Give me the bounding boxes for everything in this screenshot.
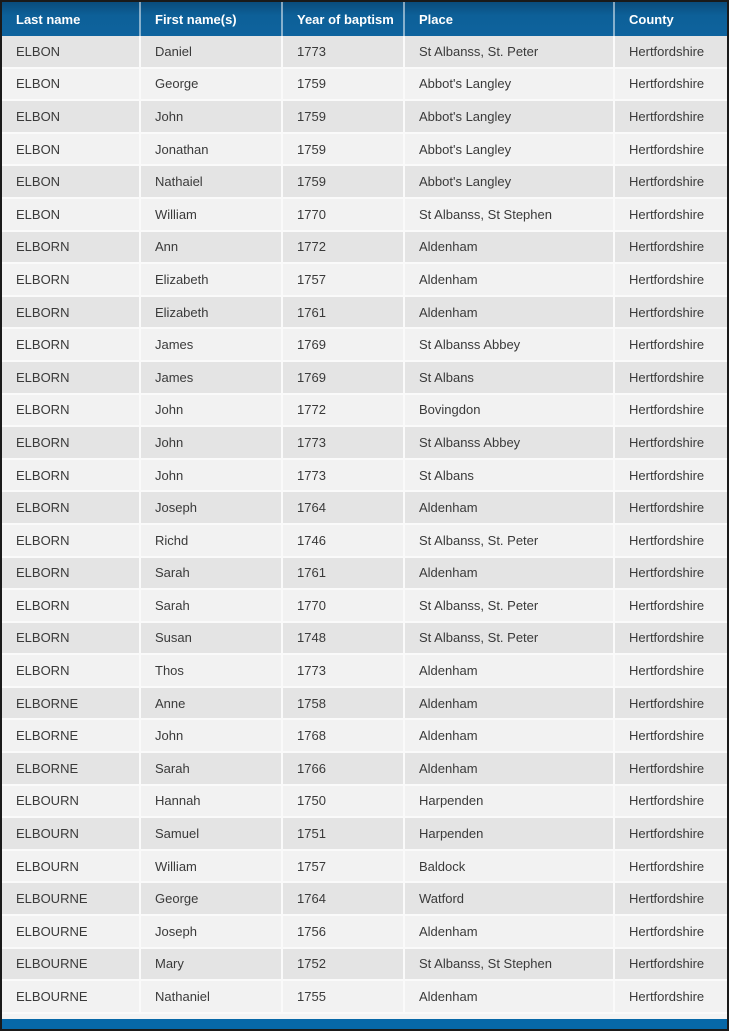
cell-first-names: James: [141, 362, 283, 395]
cell-county: Hertfordshire: [615, 329, 727, 362]
cell-first-names: Anne: [141, 688, 283, 721]
cell-county: Hertfordshire: [615, 395, 727, 428]
cell-place: St Albanss, St. Peter: [405, 36, 615, 69]
cell-place: St Albanss, St Stephen: [405, 949, 615, 982]
table-row: [2, 786, 727, 819]
table-row: [2, 101, 727, 134]
cell-year-of-baptism: 1751: [283, 818, 405, 851]
cell-county: Hertfordshire: [615, 916, 727, 949]
cell-place: St Albanss, St. Peter: [405, 525, 615, 558]
cell-place: Aldenham: [405, 492, 615, 525]
table-row: [2, 558, 727, 591]
cell-place: Aldenham: [405, 981, 615, 1014]
cell-last-name: ELBORN: [2, 590, 141, 623]
cell-place: Abbot's Langley: [405, 134, 615, 167]
cell-county: Hertfordshire: [615, 655, 727, 688]
cell-last-name: ELBOURN: [2, 851, 141, 884]
cell-last-name: ELBON: [2, 36, 141, 69]
table-header-row: [2, 2, 727, 36]
cell-place: St Albanss, St. Peter: [405, 623, 615, 656]
cell-county: Hertfordshire: [615, 525, 727, 558]
cell-last-name: ELBORN: [2, 264, 141, 297]
cell-last-name: ELBOURN: [2, 818, 141, 851]
cell-first-names: James: [141, 329, 283, 362]
cell-county: Hertfordshire: [615, 199, 727, 232]
cell-place: Aldenham: [405, 558, 615, 591]
column-header-year-of-baptism: Year of baptism: [283, 2, 405, 36]
cell-county: Hertfordshire: [615, 623, 727, 656]
cell-last-name: ELBORN: [2, 297, 141, 330]
cell-year-of-baptism: 1761: [283, 558, 405, 591]
cell-first-names: Susan: [141, 623, 283, 656]
cell-county: Hertfordshire: [615, 786, 727, 819]
cell-last-name: ELBON: [2, 101, 141, 134]
cell-year-of-baptism: 1769: [283, 329, 405, 362]
cell-first-names: Elizabeth: [141, 264, 283, 297]
cell-county: Hertfordshire: [615, 134, 727, 167]
table-row: [2, 720, 727, 753]
table-row: [2, 981, 727, 1014]
cell-first-names: Nathaniel: [141, 981, 283, 1014]
cell-year-of-baptism: 1773: [283, 655, 405, 688]
cell-county: Hertfordshire: [615, 949, 727, 982]
column-header-county: County: [615, 2, 727, 36]
cell-first-names: William: [141, 199, 283, 232]
cell-county: Hertfordshire: [615, 851, 727, 884]
cell-year-of-baptism: 1752: [283, 949, 405, 982]
cell-first-names: Nathaiel: [141, 166, 283, 199]
cell-year-of-baptism: 1750: [283, 786, 405, 819]
table-row: [2, 329, 727, 362]
cell-year-of-baptism: 1748: [283, 623, 405, 656]
cell-place: Bovingdon: [405, 395, 615, 428]
footer-bar: [2, 1019, 727, 1029]
cell-year-of-baptism: 1759: [283, 134, 405, 167]
cell-place: Abbot's Langley: [405, 101, 615, 134]
cell-place: Abbot's Langley: [405, 69, 615, 102]
table-row: [2, 949, 727, 982]
cell-place: Aldenham: [405, 753, 615, 786]
cell-year-of-baptism: 1756: [283, 916, 405, 949]
cell-first-names: Daniel: [141, 36, 283, 69]
table-row: [2, 134, 727, 167]
cell-first-names: Hannah: [141, 786, 283, 819]
cell-county: Hertfordshire: [615, 232, 727, 265]
cell-last-name: ELBORNE: [2, 720, 141, 753]
cell-first-names: John: [141, 395, 283, 428]
cell-year-of-baptism: 1773: [283, 36, 405, 69]
cell-year-of-baptism: 1766: [283, 753, 405, 786]
cell-county: Hertfordshire: [615, 492, 727, 525]
cell-place: Aldenham: [405, 916, 615, 949]
cell-year-of-baptism: 1759: [283, 101, 405, 134]
cell-year-of-baptism: 1764: [283, 883, 405, 916]
cell-year-of-baptism: 1769: [283, 362, 405, 395]
cell-first-names: Joseph: [141, 492, 283, 525]
cell-first-names: Richd: [141, 525, 283, 558]
cell-last-name: ELBORN: [2, 655, 141, 688]
cell-last-name: ELBON: [2, 69, 141, 102]
cell-place: Harpenden: [405, 818, 615, 851]
cell-first-names: George: [141, 69, 283, 102]
cell-first-names: John: [141, 101, 283, 134]
table-row: [2, 232, 727, 265]
cell-last-name: ELBON: [2, 134, 141, 167]
table-row: [2, 264, 727, 297]
cell-last-name: ELBORN: [2, 492, 141, 525]
cell-year-of-baptism: 1773: [283, 427, 405, 460]
cell-county: Hertfordshire: [615, 818, 727, 851]
table-header: [2, 2, 727, 36]
cell-county: Hertfordshire: [615, 753, 727, 786]
cell-year-of-baptism: 1755: [283, 981, 405, 1014]
cell-place: St Albanss, St Stephen: [405, 199, 615, 232]
cell-first-names: Ann: [141, 232, 283, 265]
table-row: [2, 427, 727, 460]
cell-last-name: ELBON: [2, 199, 141, 232]
table-row: [2, 395, 727, 428]
cell-place: Harpenden: [405, 786, 615, 819]
cell-year-of-baptism: 1758: [283, 688, 405, 721]
cell-place: Aldenham: [405, 232, 615, 265]
cell-place: Watford: [405, 883, 615, 916]
cell-county: Hertfordshire: [615, 264, 727, 297]
table-row: [2, 590, 727, 623]
cell-year-of-baptism: 1770: [283, 199, 405, 232]
cell-county: Hertfordshire: [615, 688, 727, 721]
cell-first-names: John: [141, 427, 283, 460]
table-row: [2, 818, 727, 851]
cell-last-name: ELBOURNE: [2, 949, 141, 982]
cell-county: Hertfordshire: [615, 36, 727, 69]
cell-last-name: ELBOURNE: [2, 916, 141, 949]
cell-place: Abbot's Langley: [405, 166, 615, 199]
cell-year-of-baptism: 1770: [283, 590, 405, 623]
cell-first-names: Mary: [141, 949, 283, 982]
cell-first-names: Sarah: [141, 558, 283, 591]
table-row: [2, 655, 727, 688]
cell-year-of-baptism: 1773: [283, 460, 405, 493]
cell-last-name: ELBON: [2, 166, 141, 199]
cell-county: Hertfordshire: [615, 558, 727, 591]
cell-first-names: William: [141, 851, 283, 884]
column-header-last-name: Last name: [2, 2, 141, 36]
cell-county: Hertfordshire: [615, 720, 727, 753]
cell-last-name: ELBORN: [2, 427, 141, 460]
table-row: [2, 297, 727, 330]
table-row: [2, 525, 727, 558]
cell-county: Hertfordshire: [615, 427, 727, 460]
column-header-first-names: First name(s): [141, 2, 283, 36]
cell-year-of-baptism: 1759: [283, 69, 405, 102]
table-body: [2, 36, 727, 1014]
cell-last-name: ELBOURNE: [2, 981, 141, 1014]
cell-county: Hertfordshire: [615, 297, 727, 330]
table-row: [2, 851, 727, 884]
cell-last-name: ELBOURN: [2, 786, 141, 819]
table-row: [2, 623, 727, 656]
cell-county: Hertfordshire: [615, 460, 727, 493]
cell-place: Baldock: [405, 851, 615, 884]
table-row: [2, 883, 727, 916]
table-row: [2, 460, 727, 493]
cell-year-of-baptism: 1759: [283, 166, 405, 199]
cell-last-name: ELBORN: [2, 329, 141, 362]
cell-county: Hertfordshire: [615, 590, 727, 623]
cell-county: Hertfordshire: [615, 362, 727, 395]
cell-first-names: John: [141, 720, 283, 753]
cell-first-names: John: [141, 460, 283, 493]
table-row: [2, 362, 727, 395]
table-row: [2, 166, 727, 199]
cell-county: Hertfordshire: [615, 883, 727, 916]
cell-last-name: ELBORN: [2, 362, 141, 395]
cell-year-of-baptism: 1746: [283, 525, 405, 558]
cell-county: Hertfordshire: [615, 981, 727, 1014]
cell-last-name: ELBORN: [2, 558, 141, 591]
cell-place: St Albanss, St. Peter: [405, 590, 615, 623]
cell-place: Aldenham: [405, 720, 615, 753]
cell-last-name: ELBORN: [2, 623, 141, 656]
cell-year-of-baptism: 1772: [283, 395, 405, 428]
cell-place: St Albanss Abbey: [405, 329, 615, 362]
cell-year-of-baptism: 1761: [283, 297, 405, 330]
cell-place: St Albanss Abbey: [405, 427, 615, 460]
cell-place: St Albans: [405, 362, 615, 395]
cell-county: Hertfordshire: [615, 166, 727, 199]
cell-last-name: ELBOURNE: [2, 883, 141, 916]
cell-year-of-baptism: 1764: [283, 492, 405, 525]
cell-first-names: Samuel: [141, 818, 283, 851]
cell-last-name: ELBORN: [2, 525, 141, 558]
cell-last-name: ELBORNE: [2, 753, 141, 786]
table-row: [2, 36, 727, 69]
cell-county: Hertfordshire: [615, 69, 727, 102]
cell-last-name: ELBORN: [2, 232, 141, 265]
cell-first-names: Jonathan: [141, 134, 283, 167]
cell-place: St Albans: [405, 460, 615, 493]
column-header-place: Place: [405, 2, 615, 36]
table-row: [2, 69, 727, 102]
cell-year-of-baptism: 1772: [283, 232, 405, 265]
table-row: [2, 753, 727, 786]
cell-year-of-baptism: 1768: [283, 720, 405, 753]
table-row: [2, 199, 727, 232]
cell-county: Hertfordshire: [615, 101, 727, 134]
cell-first-names: Sarah: [141, 753, 283, 786]
cell-first-names: Sarah: [141, 590, 283, 623]
cell-first-names: Elizabeth: [141, 297, 283, 330]
cell-first-names: Joseph: [141, 916, 283, 949]
cell-place: Aldenham: [405, 264, 615, 297]
cell-place: Aldenham: [405, 297, 615, 330]
cell-year-of-baptism: 1757: [283, 851, 405, 884]
cell-last-name: ELBORN: [2, 395, 141, 428]
cell-first-names: George: [141, 883, 283, 916]
cell-last-name: ELBORNE: [2, 688, 141, 721]
table-row: [2, 916, 727, 949]
cell-place: Aldenham: [405, 655, 615, 688]
table-row: [2, 688, 727, 721]
cell-place: Aldenham: [405, 688, 615, 721]
baptism-records-table: [2, 2, 727, 1014]
cell-last-name: ELBORN: [2, 460, 141, 493]
cell-year-of-baptism: 1757: [283, 264, 405, 297]
table-row: [2, 492, 727, 525]
cell-first-names: Thos: [141, 655, 283, 688]
